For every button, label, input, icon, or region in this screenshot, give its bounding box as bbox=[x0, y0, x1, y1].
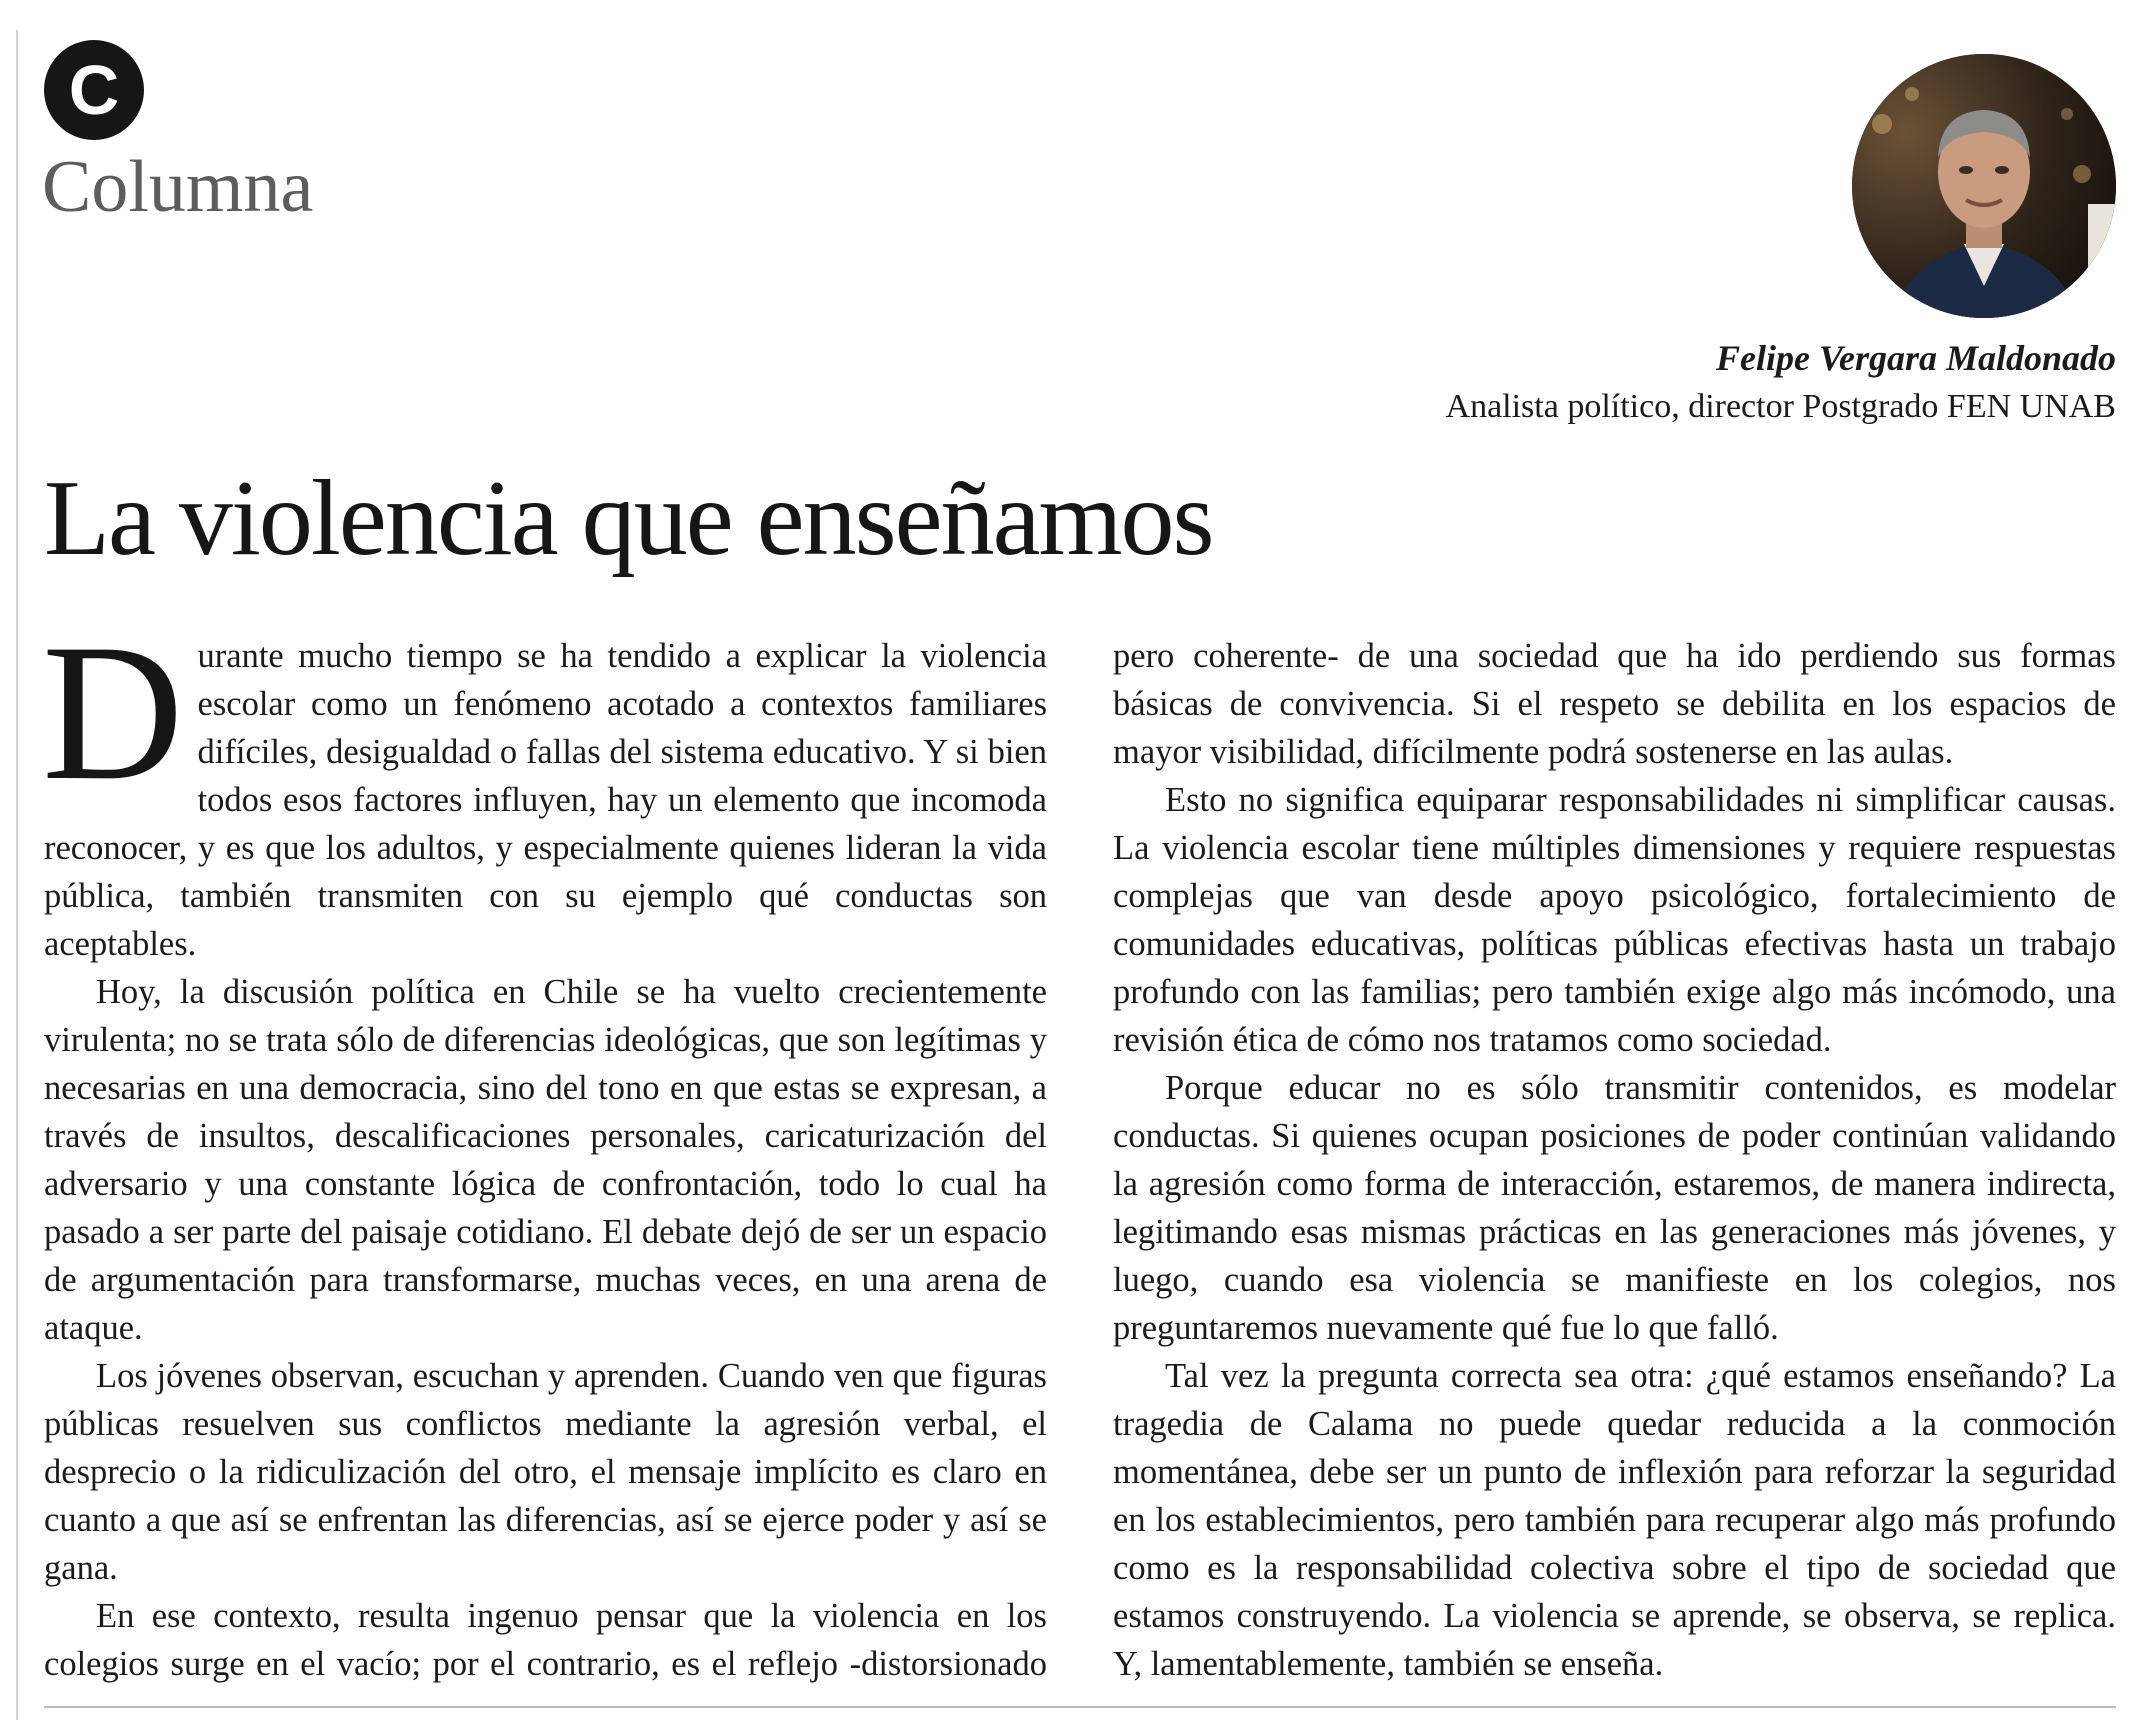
paragraph-1-text: urante mucho tiempo se ha tendido a explicar la violencia escolar como un fenómeno acotado a contextos familiares difíciles, desigualdad o fallas del sistema educativo. Y si bien todos esos factores influyen, hay un elemento que incomoda reconocer, y es que los adultos, y especialmente quienes lideran la vida pública, también transmiten con su ejemplo qué conductas son aceptables. bbox=[44, 637, 1047, 963]
paragraph-7: Tal vez la pregunta correcta sea otra: ¿qué estamos enseñando? La tragedia de Calama no puede quedar reducida a la conmoción momentánea, debe ser un punto de inflexión para reforzar la seguridad en los establecimientos, pero también para recuperar algo más profundo como es la responsabilidad colectiva sobre el tipo de sociedad que estamos construyendo. La violencia se aprende, se observa, se replica. Y, lamentablemente, también se enseña. bbox=[1113, 1357, 2116, 1683]
paragraph-6: Porque educar no es sólo transmitir contenidos, es modelar conductas. Si quienes ocupan posiciones de poder continúan validando la agresión como forma de interacción, estaremos, de manera indirecta, legitimando esas mismas prácticas en las generaciones más jóvenes, y luego, cuando esa violencia se manifieste en los colegios, nos preguntaremos nuevamente qué fue lo que falló. bbox=[1113, 1069, 2116, 1347]
paragraph-2: Hoy, la discusión política en Chile se ha vuelto crecientemente virulenta; no se trata sólo de diferencias ideológicas, que son legítimas y necesarias en una democracia, sino del tono en que estas se expresan, a través de insultos, descalificaciones personales, caricaturización del adversario y una constante lógica de confrontación, todo lo cual ha pasado a ser parte del paisaje cotidiano. El debate dejó de ser un espacio de argumentación para transformarse, muchas veces, en una arena de ataque. bbox=[44, 973, 1047, 1347]
author-portrait-icon bbox=[1852, 54, 2116, 318]
section-label: Columna bbox=[42, 146, 314, 228]
author-role: Analista político, director Postgrado FEN UNAB bbox=[1445, 388, 2116, 425]
article-title: La violencia que enseñamos bbox=[44, 459, 1213, 578]
author-portrait-graphic bbox=[1852, 54, 2116, 318]
paragraph-5: Esto no significa equiparar responsabilidades ni simplificar causas. La violencia escolar tiene múltiples dimensiones y requiere respuestas complejas que van desde apoyo psicológico, fortalecimiento de comunidades educativas, políticas públicas efectivas hasta un trabajo profundo con las familias; pero también exige algo más incómodo, una revisión ética de cómo nos tratamos como sociedad. bbox=[1113, 781, 2116, 1059]
author-name: Felipe Vergara Maldonado bbox=[1715, 338, 2116, 378]
paragraph-1 bbox=[42, 604, 1047, 968]
column-badge bbox=[44, 40, 144, 140]
paragraph-3: Los jóvenes observan, escuchan y aprenden. Cuando ven que figuras públicas resuelven sus conflictos mediante la agresión verbal, el desprecio o la ridiculización del otro, el mensaje implícito es claro en cuanto a que así se enfrentan las diferencias, así se ejerce poder y así se gana. bbox=[44, 1357, 1047, 1587]
author-block bbox=[1446, 334, 2116, 432]
bottom-rule bbox=[44, 1706, 2116, 1708]
article-body bbox=[42, 604, 2116, 1692]
column-badge-letter: C bbox=[68, 51, 120, 129]
paragraph-4: En ese contexto, resulta ingenuo pensar que la violencia en los colegios surge en el vacío; por el contrario, es el reflejo -distorsionado pero coherente- de una sociedad que ha ido perdiendo sus formas básicas de convivencia. Si el respeto se debilita en los espacios de mayor visibilidad, difícilmente podrá sostenerse en las aulas. bbox=[44, 637, 2116, 1683]
drop-cap: D bbox=[42, 604, 184, 821]
left-border-rule bbox=[16, 30, 18, 1720]
